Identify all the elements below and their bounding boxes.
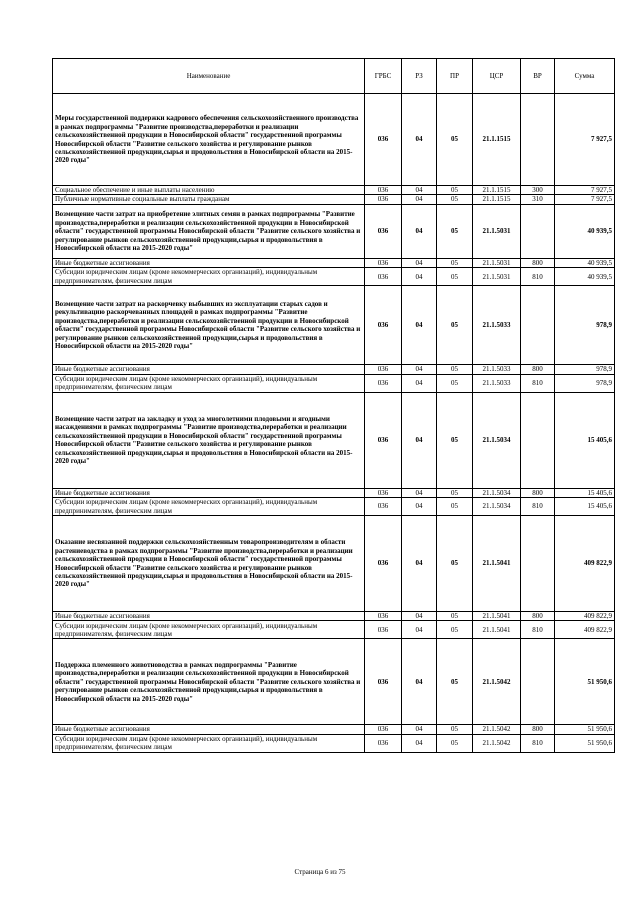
cell-grbs: 036: [365, 516, 402, 612]
cell-csr: 21.1.5034: [473, 488, 521, 497]
cell-pr: 05: [437, 286, 473, 365]
table-row: [53, 268, 615, 286]
cell-rz: 04: [402, 286, 437, 365]
table-row: [53, 612, 615, 621]
cell-sum: 15 405,6: [555, 488, 615, 497]
cell-sum: 7 927,5: [555, 195, 615, 204]
cell-rz: 04: [402, 639, 437, 725]
cell-csr: 21.1.5041: [473, 621, 521, 639]
cell-vr: 810: [521, 268, 555, 286]
cell-vr: [521, 286, 555, 365]
cell-grbs: 036: [365, 612, 402, 621]
cell-rz: 04: [402, 195, 437, 204]
header-sum: Сумма: [555, 59, 615, 94]
cell-vr: [521, 204, 555, 258]
cell-grbs: 036: [365, 286, 402, 365]
cell-pr: 05: [437, 94, 473, 186]
cell-csr: 21.1.1515: [473, 195, 521, 204]
cell-vr: [521, 94, 555, 186]
table-row: [53, 94, 615, 186]
cell-name: Субсидии юридическим лицам (кроме некоммерческих организаций), индивидуальным предпринимателям, физическим лицам: [53, 268, 365, 286]
cell-vr: [521, 639, 555, 725]
cell-rz: 04: [402, 186, 437, 195]
table-row: [53, 186, 615, 195]
cell-csr: 21.1.1515: [473, 186, 521, 195]
cell-rz: 04: [402, 204, 437, 258]
cell-sum: 15 405,6: [555, 392, 615, 488]
table-row: [53, 204, 615, 258]
cell-csr: 21.1.1515: [473, 94, 521, 186]
table-row: [53, 498, 615, 516]
cell-csr: 21.1.5042: [473, 639, 521, 725]
cell-csr: 21.1.5033: [473, 365, 521, 374]
cell-rz: 04: [402, 612, 437, 621]
cell-grbs: 036: [365, 639, 402, 725]
cell-sum: 409 822,9: [555, 621, 615, 639]
cell-grbs: 036: [365, 392, 402, 488]
cell-pr: 05: [437, 365, 473, 374]
cell-vr: 810: [521, 734, 555, 752]
cell-csr: 21.1.5031: [473, 258, 521, 267]
cell-pr: 05: [437, 374, 473, 392]
cell-vr: 810: [521, 621, 555, 639]
cell-grbs: 036: [365, 725, 402, 734]
cell-rz: 04: [402, 498, 437, 516]
cell-rz: 04: [402, 94, 437, 186]
cell-rz: 04: [402, 734, 437, 752]
cell-pr: 05: [437, 725, 473, 734]
cell-grbs: 036: [365, 186, 402, 195]
table-row: [53, 374, 615, 392]
cell-name: Возмещение части затрат на закладку и уход за многолетними плодовыми и ягодными насаждениями в рамках подпрограммы "Развитие производства,переработки и реализации сельскохозяйственной продукции в Новосибирской области" государственной программы Новосибирской области "Развитие сельского хозяйства и регулирование рынков сельскохозяйственной продукции,сырья и продовольствия в Новосибирской области на 2015-2020 годы": [53, 392, 365, 488]
cell-grbs: 036: [365, 94, 402, 186]
header-csr: ЦСР: [473, 59, 521, 94]
header-grbs: ГРБС: [365, 59, 402, 94]
cell-sum: 978,9: [555, 374, 615, 392]
cell-name: Социальное обеспечение и иные выплаты населению: [53, 186, 365, 195]
cell-name: Субсидии юридическим лицам (кроме некоммерческих организаций), индивидуальным предпринимателям, физическим лицам: [53, 498, 365, 516]
cell-grbs: 036: [365, 498, 402, 516]
cell-rz: 04: [402, 516, 437, 612]
cell-sum: 409 822,9: [555, 516, 615, 612]
table-row: [53, 734, 615, 752]
cell-csr: 21.1.5034: [473, 392, 521, 488]
cell-pr: 05: [437, 488, 473, 497]
cell-grbs: 036: [365, 195, 402, 204]
cell-csr: 21.1.5042: [473, 734, 521, 752]
header-rz: РЗ: [402, 59, 437, 94]
cell-grbs: 036: [365, 374, 402, 392]
cell-pr: 05: [437, 639, 473, 725]
cell-rz: 04: [402, 488, 437, 497]
table-row: [53, 258, 615, 267]
cell-vr: 800: [521, 725, 555, 734]
cell-vr: 800: [521, 258, 555, 267]
table-row: [53, 195, 615, 204]
cell-name: Иные бюджетные ассигнования: [53, 612, 365, 621]
cell-name: Поддержка племенного животноводства в рамках подпрограммы "Развитие производства,переработки и реализации сельскохозяйственной продукции в Новосибирской области" государственной программы Новосибирской области "Развитие сельского хозяйства и регулирование рынков сельскохозяйственной продукции,сырья и продовольствия в Новосибирской области на 2015-2020 годы": [53, 639, 365, 725]
table-row: [53, 621, 615, 639]
cell-name: Оказание несвязанной поддержки сельскохозяйственным товаропроизводителям в области растениеводства в рамках подпрограммы "Развитие производства,переработки и реализации сельскохозяйственной продукции в Новосибирской области" государственной программы Новосибирской области "Развитие сельского хозяйства и регулирование рынков сельскохозяйственной продукции,сырья и продовольствия в Новосибирской области на 2015-2020 годы": [53, 516, 365, 612]
cell-sum: 51 950,6: [555, 734, 615, 752]
cell-pr: 05: [437, 195, 473, 204]
cell-pr: 05: [437, 516, 473, 612]
cell-sum: 51 950,6: [555, 639, 615, 725]
cell-grbs: 036: [365, 258, 402, 267]
cell-rz: 04: [402, 365, 437, 374]
cell-csr: 21.1.5042: [473, 725, 521, 734]
cell-name: Субсидии юридическим лицам (кроме некоммерческих организаций), индивидуальным предпринимателям, физическим лицам: [53, 621, 365, 639]
cell-pr: 05: [437, 204, 473, 258]
cell-name: Иные бюджетные ассигнования: [53, 365, 365, 374]
table-row: [53, 365, 615, 374]
cell-pr: 05: [437, 186, 473, 195]
table-row: [53, 392, 615, 488]
cell-sum: 7 927,5: [555, 94, 615, 186]
cell-grbs: 036: [365, 204, 402, 258]
cell-name: Субсидии юридическим лицам (кроме некоммерческих организаций), индивидуальным предпринимателям, физическим лицам: [53, 734, 365, 752]
cell-sum: 7 927,5: [555, 186, 615, 195]
table-row: [53, 286, 615, 365]
cell-pr: 05: [437, 258, 473, 267]
cell-csr: 21.1.5031: [473, 268, 521, 286]
cell-sum: 40 939,5: [555, 258, 615, 267]
cell-sum: 40 939,5: [555, 268, 615, 286]
cell-vr: 810: [521, 374, 555, 392]
cell-rz: 04: [402, 268, 437, 286]
cell-rz: 04: [402, 621, 437, 639]
header-vr: ВР: [521, 59, 555, 94]
table-header-row: [53, 59, 615, 94]
cell-vr: 810: [521, 498, 555, 516]
cell-sum: 978,9: [555, 286, 615, 365]
cell-csr: 21.1.5033: [473, 286, 521, 365]
cell-pr: 05: [437, 268, 473, 286]
cell-sum: 409 822,9: [555, 612, 615, 621]
cell-vr: 800: [521, 488, 555, 497]
header-pr: ПР: [437, 59, 473, 94]
cell-vr: [521, 516, 555, 612]
table-row: [53, 725, 615, 734]
cell-csr: 21.1.5034: [473, 498, 521, 516]
cell-vr: [521, 392, 555, 488]
cell-grbs: 036: [365, 488, 402, 497]
cell-csr: 21.1.5041: [473, 612, 521, 621]
cell-name: Иные бюджетные ассигнования: [53, 488, 365, 497]
budget-table: [52, 58, 615, 753]
table-row: [53, 516, 615, 612]
cell-name: Меры государственной поддержки кадрового обеспечения сельскохозяйственного производства в рамках подпрограммы "Развитие производства,переработки и реализации сельскохозяйственной продукции в Новосибирской области" государственной программы Новосибирской области "Развитие сельского хозяйства и регулирование рынков сельскохозяйственной продукции,сырья и продовольствия в Новосибирской области на 2015-2020 годы": [53, 94, 365, 186]
header-name: Наименование: [53, 59, 365, 94]
cell-name: Иные бюджетные ассигнования: [53, 725, 365, 734]
table-row: [53, 488, 615, 497]
cell-sum: 51 950,6: [555, 725, 615, 734]
cell-grbs: 036: [365, 268, 402, 286]
cell-pr: 05: [437, 621, 473, 639]
cell-sum: 15 405,6: [555, 498, 615, 516]
cell-rz: 04: [402, 725, 437, 734]
cell-name: Публичные нормативные социальные выплаты гражданам: [53, 195, 365, 204]
cell-name: Возмещение части затрат на раскорчевку выбывших из эксплуатации старых садов и рекультивацию раскорчеванных площадей в рамках подпрограммы "Развитие производства,переработки и реализации сельскохозяйственной продукции в Новосибирской области" государственной программы Новосибирской области "Развитие сельского хозяйства и регулирование рынков сельскохозяйственной продукции,сырья и продовольствия в Новосибирской области на 2015-2020 годы": [53, 286, 365, 365]
cell-sum: 978,9: [555, 365, 615, 374]
cell-csr: 21.1.5041: [473, 516, 521, 612]
cell-rz: 04: [402, 374, 437, 392]
cell-vr: 300: [521, 186, 555, 195]
cell-vr: 800: [521, 612, 555, 621]
cell-vr: 800: [521, 365, 555, 374]
cell-grbs: 036: [365, 365, 402, 374]
cell-grbs: 036: [365, 621, 402, 639]
cell-csr: 21.1.5033: [473, 374, 521, 392]
cell-name: Иные бюджетные ассигнования: [53, 258, 365, 267]
cell-pr: 05: [437, 392, 473, 488]
table-row: [53, 639, 615, 725]
cell-grbs: 036: [365, 734, 402, 752]
cell-rz: 04: [402, 258, 437, 267]
cell-rz: 04: [402, 392, 437, 488]
cell-sum: 40 939,5: [555, 204, 615, 258]
cell-name: Субсидии юридическим лицам (кроме некоммерческих организаций), индивидуальным предпринимателям, физическим лицам: [53, 374, 365, 392]
page-number: Страница 6 из 75: [294, 868, 346, 876]
cell-csr: 21.1.5031: [473, 204, 521, 258]
cell-pr: 05: [437, 498, 473, 516]
cell-vr: 310: [521, 195, 555, 204]
cell-name: Возмещение части затрат на приобретение элитных семян в рамках подпрограммы "Развитие производства,переработки и реализации сельскохозяйственной продукции в Новосибирской области" государственной программы Новосибирской области "Развитие сельского хозяйства и регулирование рынков сельскохозяйственной продукции,сырья и продовольствия в Новосибирской области на 2015-2020 годы": [53, 204, 365, 258]
cell-pr: 05: [437, 612, 473, 621]
cell-pr: 05: [437, 734, 473, 752]
